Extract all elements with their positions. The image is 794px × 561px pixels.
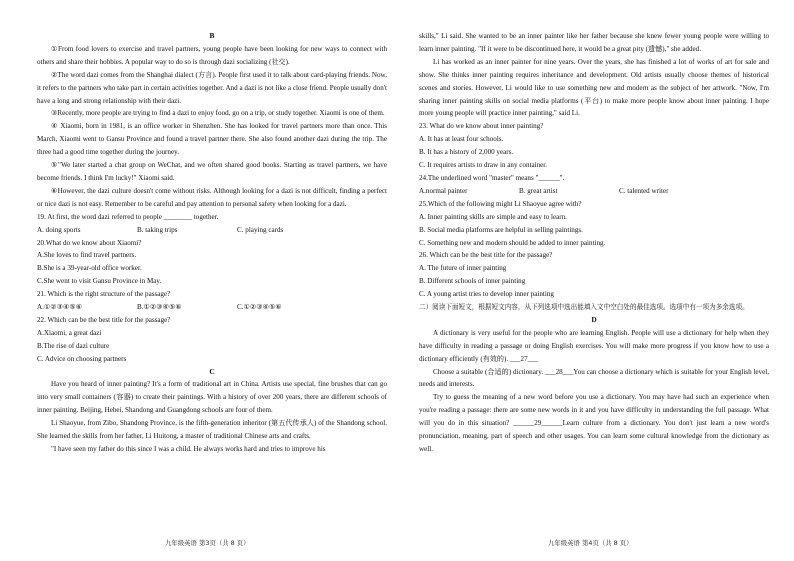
question-24: 24.The underlined word "master" means "______". (419, 173, 565, 182)
d-paragraph-3: Try to guess the meaning of a new word before you use a dictionary. You may have had such an experience when you're reading a passage: there are some new words in it and you have difficulty in understanding the full passage. What will you do in this situation? ______29______Learn culture from a dictionary. You don't just learn a new word's pronunciation, meaning, part of speech and other usages. You can learn some cultural knowledge from the dictionary as well. (419, 393, 769, 453)
page-footer-right: 九年级英语 第4页（共 8 页） (548, 539, 633, 547)
section-c-heading: C (209, 366, 215, 376)
question-21-options (37, 301, 387, 314)
section-b-heading: B (209, 31, 215, 40)
c-paragraph-3: "I have seen my father do this since I was a child. He always works hard and tries to improve his (51, 445, 326, 453)
option: B. Social media platforms are helpful in selling paintings. (419, 225, 583, 234)
b-paragraph-2: ②The word dazi comes from the Shanghai dialect (方言). People first used it to talk about card-playing friends. Now, it refers to the partners who take part in certain activities together. And a dazi is not like a close friend. People usually don't have a long and strong relationship with their dazi. (37, 70, 387, 105)
option: C. talented writer (619, 186, 669, 195)
option: A.She loves to find travel partners. (37, 251, 137, 260)
question-19: 19. At first, the word dazi referred to people ________ together. (37, 212, 219, 221)
option: C.①②③④⑤⑥ (237, 303, 282, 312)
option: C. Advice on choosing partners (37, 354, 127, 363)
section-d-heading: D (591, 314, 597, 324)
b-paragraph-6: ⑥However, the dazi culture doesn't come without risks. Although looking for a dazi is not difficult, finding a perfect or nice dazi is not easy. Remember to be careful and pay attention to personal safety when looking for a dazi. (37, 186, 387, 208)
option: C. Something new and modern should be added to inner painting. (419, 238, 606, 247)
c-paragraph-1: Have you heard of inner painting? It's a form of traditional art in China. Artists use special, fine brushes that can go into very small containers (容器) to create their paintings. With a history of over 200 years, there are different schools of inner painting. Beijing, Hebei, Shandong and Guangdong schools are four of them. (37, 380, 387, 415)
option: A.①②③④⑤⑥ (37, 303, 83, 312)
d-paragraph-2: Choose a suitable (合适的) dictionary. ___28___You can choose a dictionary which is suitable for your English level, needs and interests. (419, 367, 769, 389)
option: C. It requires artists to draw in any container. (419, 161, 548, 170)
question-22: 22. Which can be the best title for the passage? (37, 315, 171, 324)
question-24-options (419, 185, 769, 198)
option: A.Xiaomi, a great dazi (37, 328, 102, 337)
left-column (37, 30, 387, 456)
b-paragraph-3: ③Recently, more people are trying to find a dazi to enjoy food, go on a trip, or study together. Xiaomi is one of them. (51, 109, 385, 118)
question-26: 26. Which can be the best title for the passage? (419, 251, 553, 260)
option: A. The future of inner painting (419, 264, 507, 273)
option: B. Different schools of inner painting (419, 277, 526, 286)
option: A. doing sports (37, 225, 81, 234)
option: B.①②③④⑤⑥ (137, 303, 182, 312)
option: B. great artist (519, 186, 558, 195)
question-21: 21. Which is the right structure of the passage? (37, 290, 171, 299)
option: C.She went to visit Gansu Province in May. (37, 277, 162, 286)
b-paragraph-5: ⑤"We later started a chat group on WeChat, and we often shared good books. Starting as travel partners, we have become friends. I think I'm lucky!" Xiaomi said. (37, 161, 387, 182)
c-paragraph-3-cont: skills," Li said. She wanted to be an inner painter like her father because she knew fewer young people were willing to learn inner painting. "If it were to be discontinued here, it would be a great pity (遗憾)," she added. (419, 32, 769, 53)
option: A. Inner painting skills are simple and easy to learn. (419, 212, 567, 221)
option: B.She is a 39-year-old office worker. (37, 264, 142, 273)
c-paragraph-4: Li has worked as an inner painter for nine years. Over the years, she has finished a lot of works of art for sale and show. She thinks inner painting requires inheritance and development. Old artists usually choose themes of historical scenes and stories. However, Li would like to use something new and modern as the subject of her artwork. "Now, I'm sharing inner painting skills on social media platforms (平台) to make more people know about inner painting. I hope more young people will practice inner painting," said Li. (419, 57, 769, 118)
option: B. taking trips (137, 225, 178, 234)
c-paragraph-2: Li Shaoyue, from Zibo, Shandong Province, is the fifth-generation inheritor (第五代传承人) of the Shandong school. She learned the skills from her father, Li Huitong, a master of traditional Chinese arts and crafts. (37, 419, 387, 441)
right-column (419, 30, 769, 456)
option: B. It has a history of 2,000 years. (419, 148, 514, 157)
option: C. A young artist tries to develop inner painting (419, 290, 554, 299)
section-instruction: 二）阅读下面短文，根据短文内容，从下列选项中选出能填入文中空白处的最佳选项。选项中有一项为多余选项。 (419, 303, 749, 312)
question-20: 20.What do we know about Xiaomi? (37, 238, 142, 247)
page-footer-left: 九年级英语 第3页（共 8 页） (165, 539, 250, 547)
option: B.The rise of dazi culture (37, 341, 110, 350)
question-23: 23. What do we know about inner painting? (419, 122, 544, 131)
b-paragraph-1: ①From food lovers to exercise and travel partners, young people have been looking for new ways to connect with others and share their hobbies. A popular way to do so is through dazi socializing (社交). (37, 44, 387, 66)
question-25: 25.Which of the following might Li Shaoyue agree with? (419, 199, 582, 208)
d-paragraph-1: A dictionary is very useful for the people who are learning English. People will use a dictionary for help when they have difficulty in reading a passage or doing English exercises. You will make more progress if you know how to use a dictionary efficiently (有效的). ___27___ (419, 328, 769, 363)
option: C. playing cards (237, 225, 284, 234)
question-19-options (37, 224, 387, 237)
option: A. It has at least four schools. (419, 135, 504, 144)
option: A.normal painter (419, 186, 468, 195)
b-paragraph-4: ④ Xiaomi, born in 1981, is an office worker in Shenzhen. She has looked for travel partners more than once. This March, Xiaomi went to Gansu Province and found a travel partner there. She also found another dazi during the trip. The three had a good time together during the journey. (37, 122, 387, 157)
